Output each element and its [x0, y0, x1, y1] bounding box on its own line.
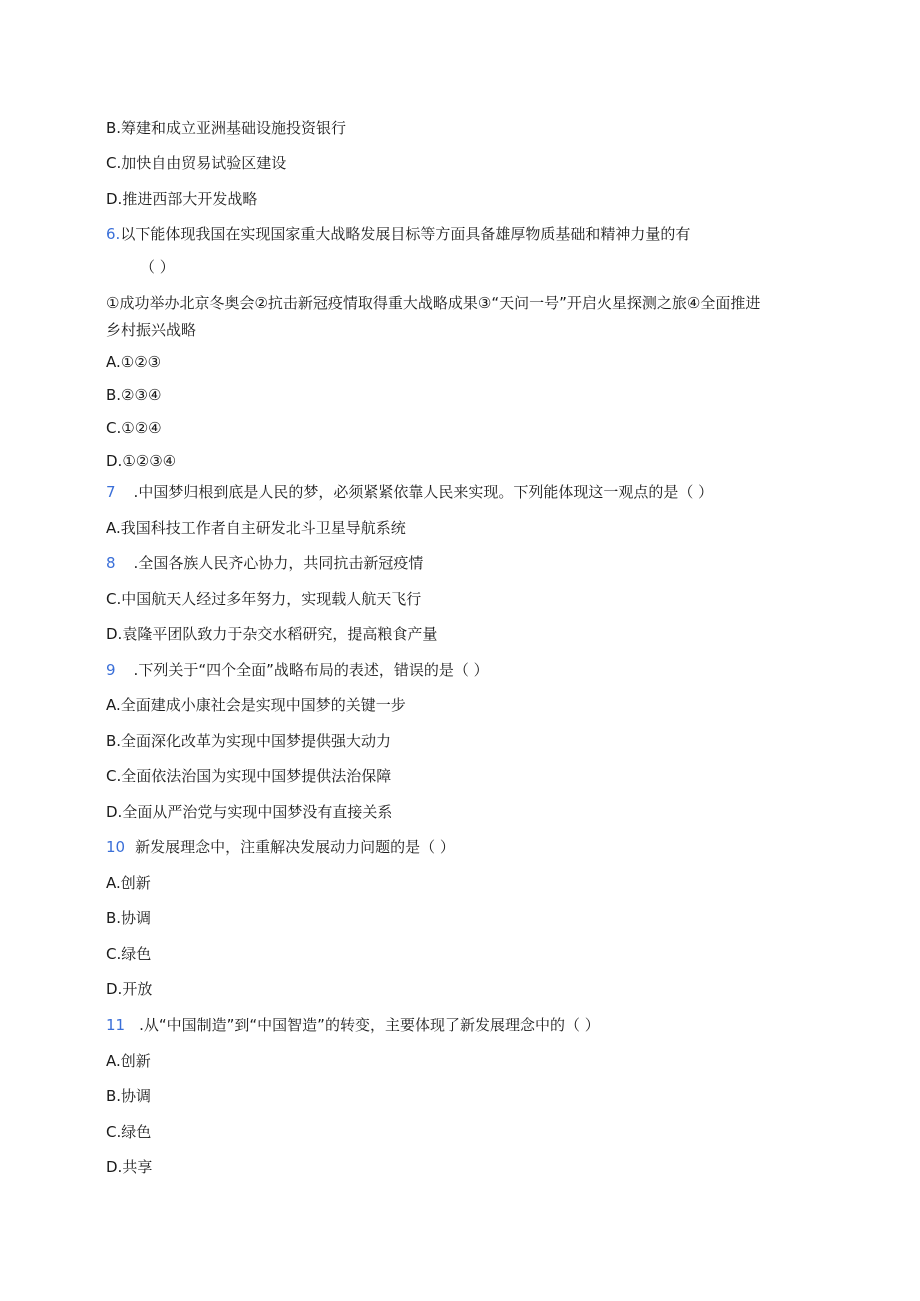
q11-option-d: D.共享: [106, 1158, 153, 1176]
q6-question: [106, 224, 690, 244]
q9-option-c: C.全面依法治国为实现中国梦提供法治保障: [106, 767, 392, 785]
q8-stem: .全国各族人民齐心协力，共同抗击新冠疫情: [133, 554, 424, 572]
q10-question: [106, 837, 455, 857]
q11-question: [106, 1015, 600, 1035]
q5-option-c: C.加快自由贸易试验区建设: [106, 154, 287, 172]
q6-answer-bracket: （ ）: [140, 258, 175, 276]
q7-option-a: A.我国科技工作者自主研发北斗卫星导航系统: [106, 519, 406, 537]
q6-option-a: A.①②③: [106, 353, 162, 371]
q8-number: 8: [106, 554, 116, 572]
q9-number: 9: [106, 661, 116, 679]
q9-option-a: A.全面建成小康社会是实现中国梦的关键一步: [106, 696, 406, 714]
q11-option-c: C.绿色: [106, 1123, 152, 1141]
q6-number: 6.: [106, 225, 121, 243]
q11-number: 11: [106, 1016, 126, 1034]
q5-option-d: D.推进西部大开发战略: [106, 190, 258, 208]
q8-option-c: C.中国航天人经过多年努力，实现载人航天飞行: [106, 590, 422, 608]
q6-stem: 以下能体现我国在实现国家重大战略发展目标等方面具备雄厚物质基础和精神力量的有: [120, 225, 691, 243]
q10-stem: 新发展理念中，注重解决发展动力问题的是（ ）: [135, 838, 455, 856]
q9-question: [106, 660, 489, 680]
q6-option-d: D.①②③④: [106, 452, 177, 470]
q5-option-b: B.筹建和成立亚洲基础设施投资银行: [106, 119, 347, 137]
q7-number: 7: [106, 483, 116, 501]
q9-stem: .下列关于“四个全面”战略布局的表述，错误的是（ ）: [133, 661, 489, 679]
q6-items-line1: ①成功举办北京冬奥会②抗击新冠疫情取得重大战略成果③“天问一号”开启火星探测之旅④全面推进: [106, 294, 761, 312]
q6-items-line2: 乡村振兴战略: [106, 321, 197, 339]
q7-stem: .中国梦归根到底是人民的梦，必须紧紧依靠人民来实现。下列能体现这一观点的是（ ）: [133, 483, 714, 501]
q8-option-d: D.袁隆平团队致力于杂交水稻研究，提高粮食产量: [106, 625, 438, 643]
q9-option-b: B.全面深化改革为实现中国梦提供强大动力: [106, 732, 392, 750]
q10-option-d: D.开放: [106, 980, 153, 998]
q7-question: [106, 482, 713, 502]
q10-option-c: C.绿色: [106, 945, 152, 963]
q10-option-a: A.创新: [106, 874, 151, 892]
q6-option-b: B.②③④: [106, 386, 162, 404]
q10-option-b: B.协调: [106, 909, 152, 927]
q11-option-a: A.创新: [106, 1052, 151, 1070]
q11-stem: .从“中国制造”到“中国智造”的转变，主要体现了新发展理念中的（ ）: [139, 1016, 600, 1034]
q6-option-c: C.①②④: [106, 419, 162, 437]
q10-number: 10: [106, 838, 126, 856]
q9-option-d: D.全面从严治党与实现中国梦没有直接关系: [106, 803, 393, 821]
q8-question: [106, 553, 423, 573]
q11-option-b: B.协调: [106, 1087, 152, 1105]
